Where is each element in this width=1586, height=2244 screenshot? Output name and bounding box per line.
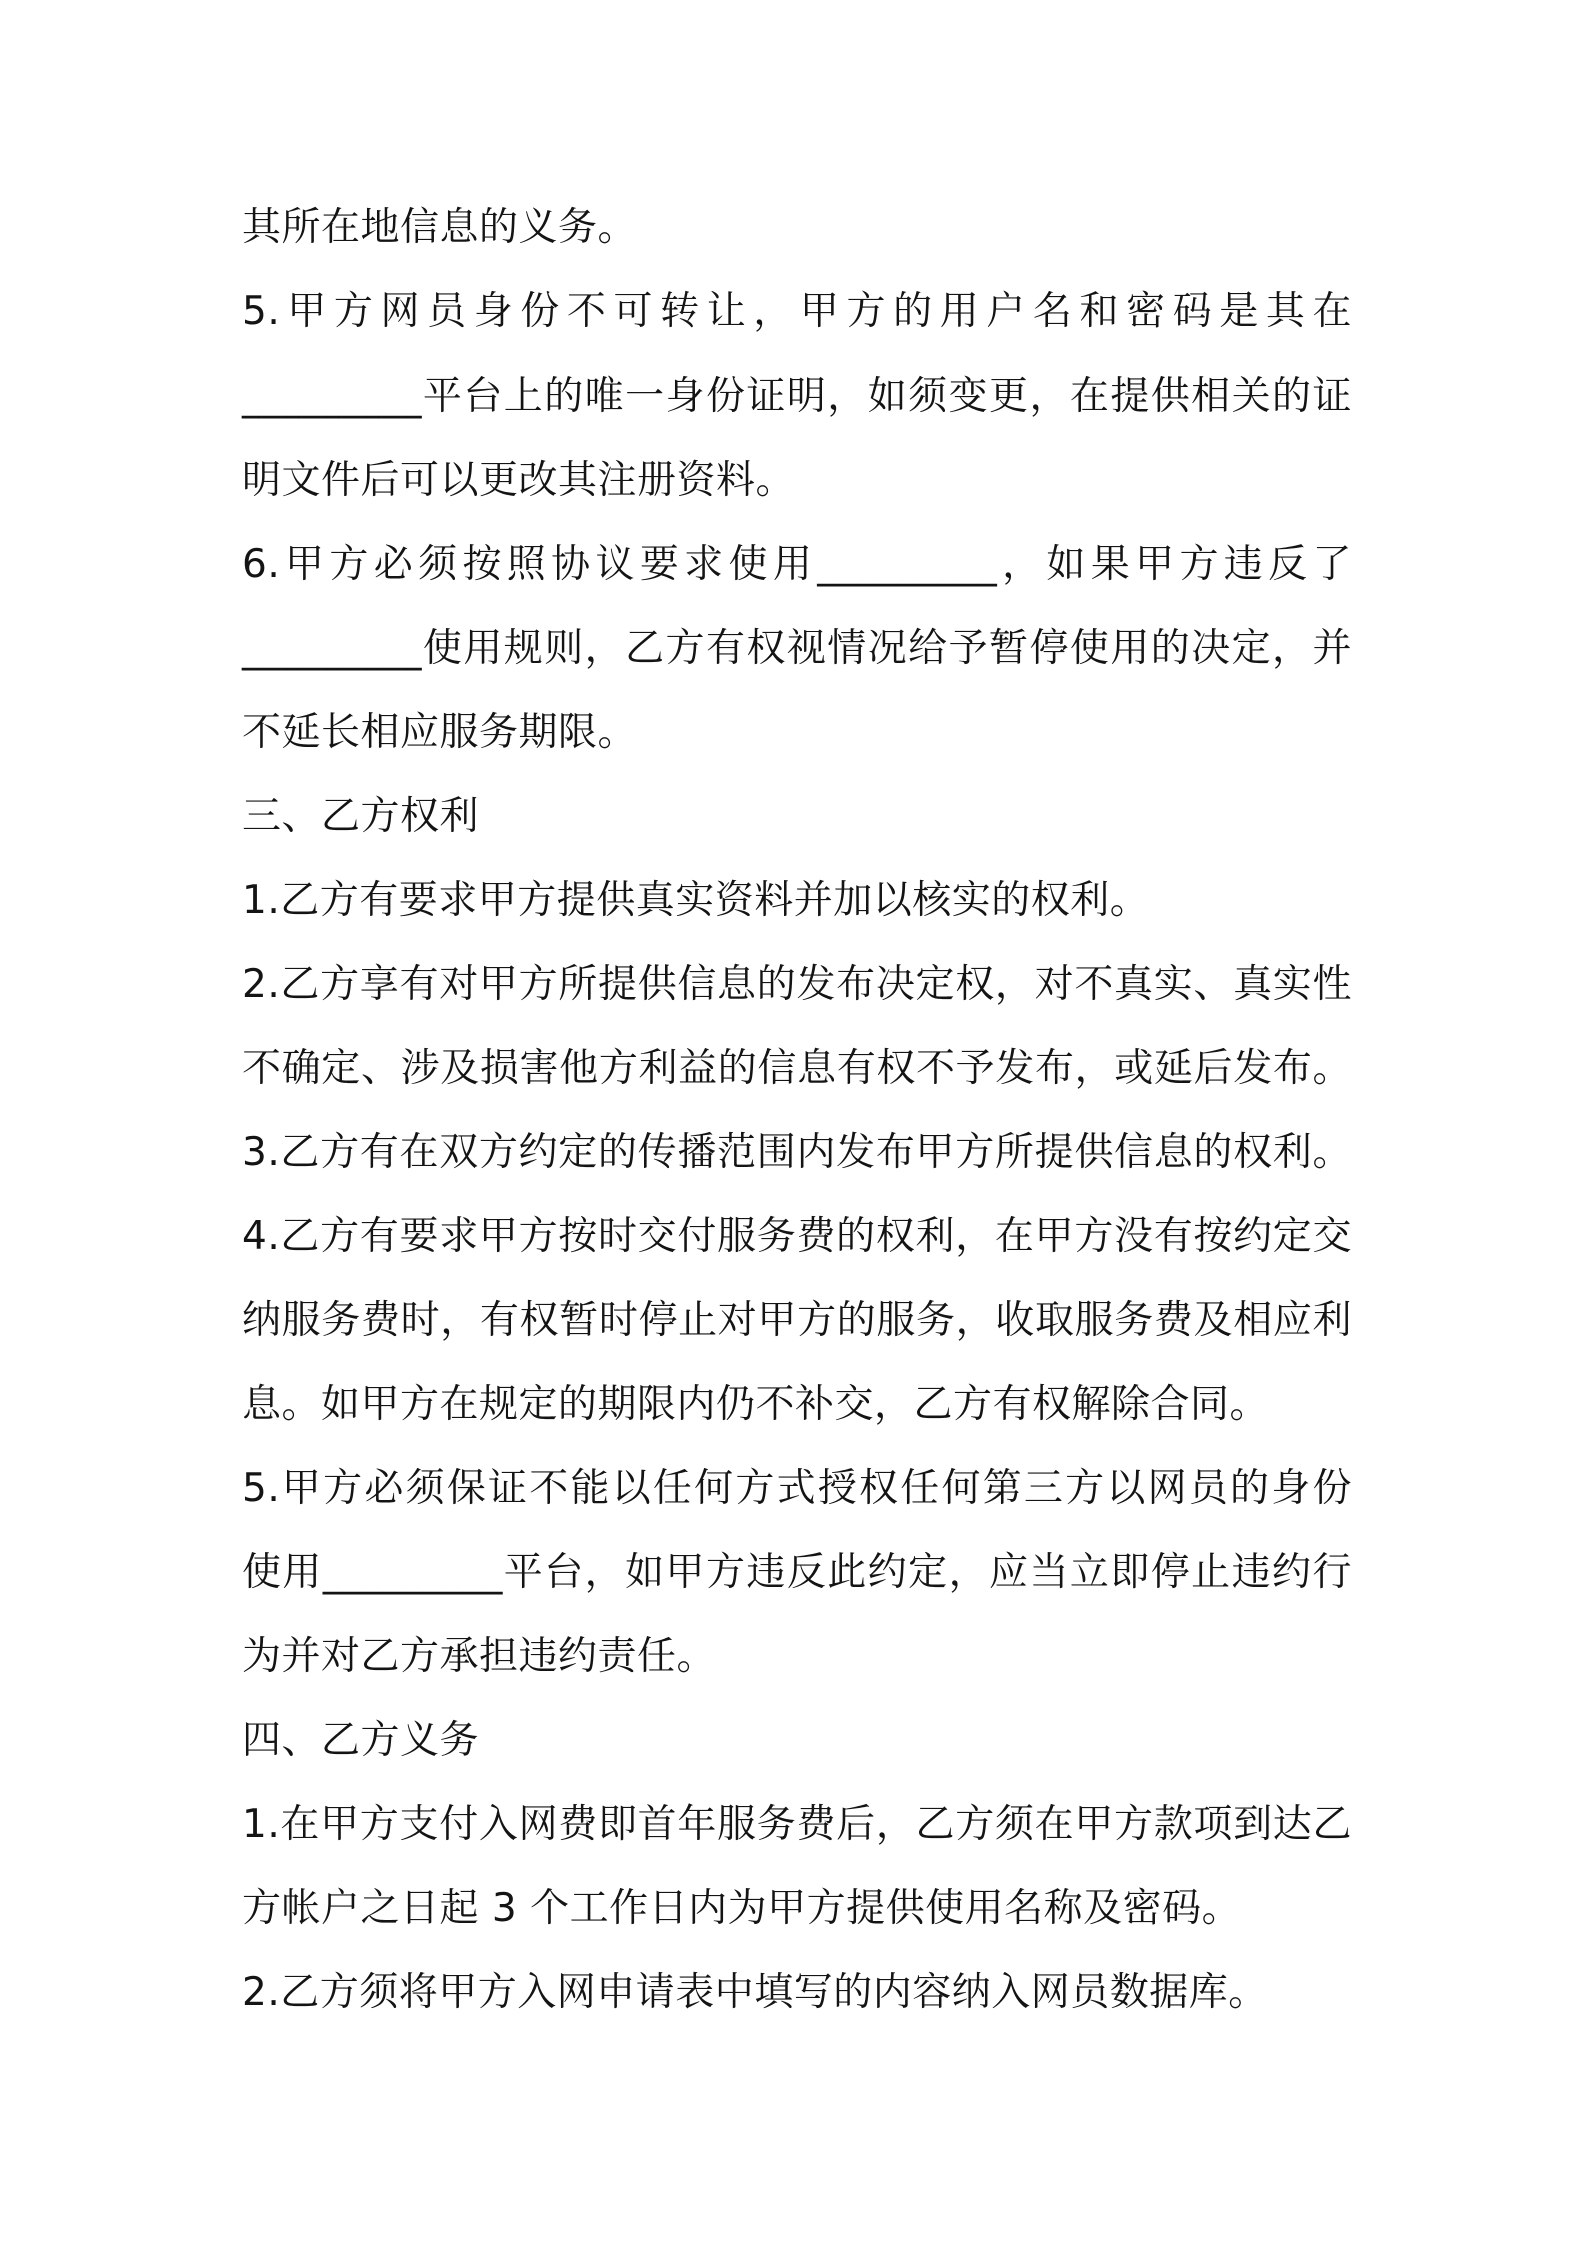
text-line: 使用_________平台，如甲方违反此约定，应当立即停止违约行 [242,1550,1352,1595]
section-heading: 三、乙方权利 [242,794,480,839]
section-heading: 四、乙方义务 [242,1718,480,1763]
text-line: 4.乙方有要求甲方按时交付服务费的权利，在甲方没有按约定交 [242,1214,1352,1259]
text-line: 6.甲方必须按照协议要求使用_________，如果甲方违反了 [242,542,1352,587]
text-line: 纳服务费时，有权暂时停止对甲方的服务，收取服务费及相应利 [242,1298,1352,1343]
text-line: 1.乙方有要求甲方提供真实资料并加以核实的权利。 [242,878,1150,923]
text-line: 息。如甲方在规定的期限内仍不补交，乙方有权解除合同。 [242,1382,1270,1427]
text-line: 为并对乙方承担违约责任。 [242,1634,717,1679]
text-line: _________使用规则，乙方有权视情况给予暂停使用的决定，并 [242,626,1352,671]
text-line: _________平台上的唯一身份证明，如须变更，在提供相关的证 [242,374,1352,419]
text-line: 5.甲方网员身份不可转让，甲方的用户名和密码是其在 [242,289,1352,334]
text-line: 明文件后可以更改其注册资料。 [242,458,796,503]
text-line: 2.乙方须将甲方入网申请表中填写的内容纳入网员数据库。 [242,1970,1268,2015]
text-line: 不延长相应服务期限。 [242,710,638,755]
text-line: 3.乙方有在双方约定的传播范围内发布甲方所提供信息的权利。 [242,1130,1352,1175]
text-line: 其所在地信息的义务。 [242,205,638,250]
text-line: 方帐户之日起 3 个工作日内为甲方提供使用名称及密码。 [242,1886,1242,1931]
text-line: 5.甲方必须保证不能以任何方式授权任何第三方以网员的身份 [242,1466,1352,1511]
text-line: 不确定、涉及损害他方利益的信息有权不予发布，或延后发布。 [242,1046,1352,1091]
text-line: 2.乙方享有对甲方所提供信息的发布决定权，对不真实、真实性 [242,962,1352,1007]
text-line: 1.在甲方支付入网费即首年服务费后，乙方须在甲方款项到达乙 [242,1802,1352,1847]
